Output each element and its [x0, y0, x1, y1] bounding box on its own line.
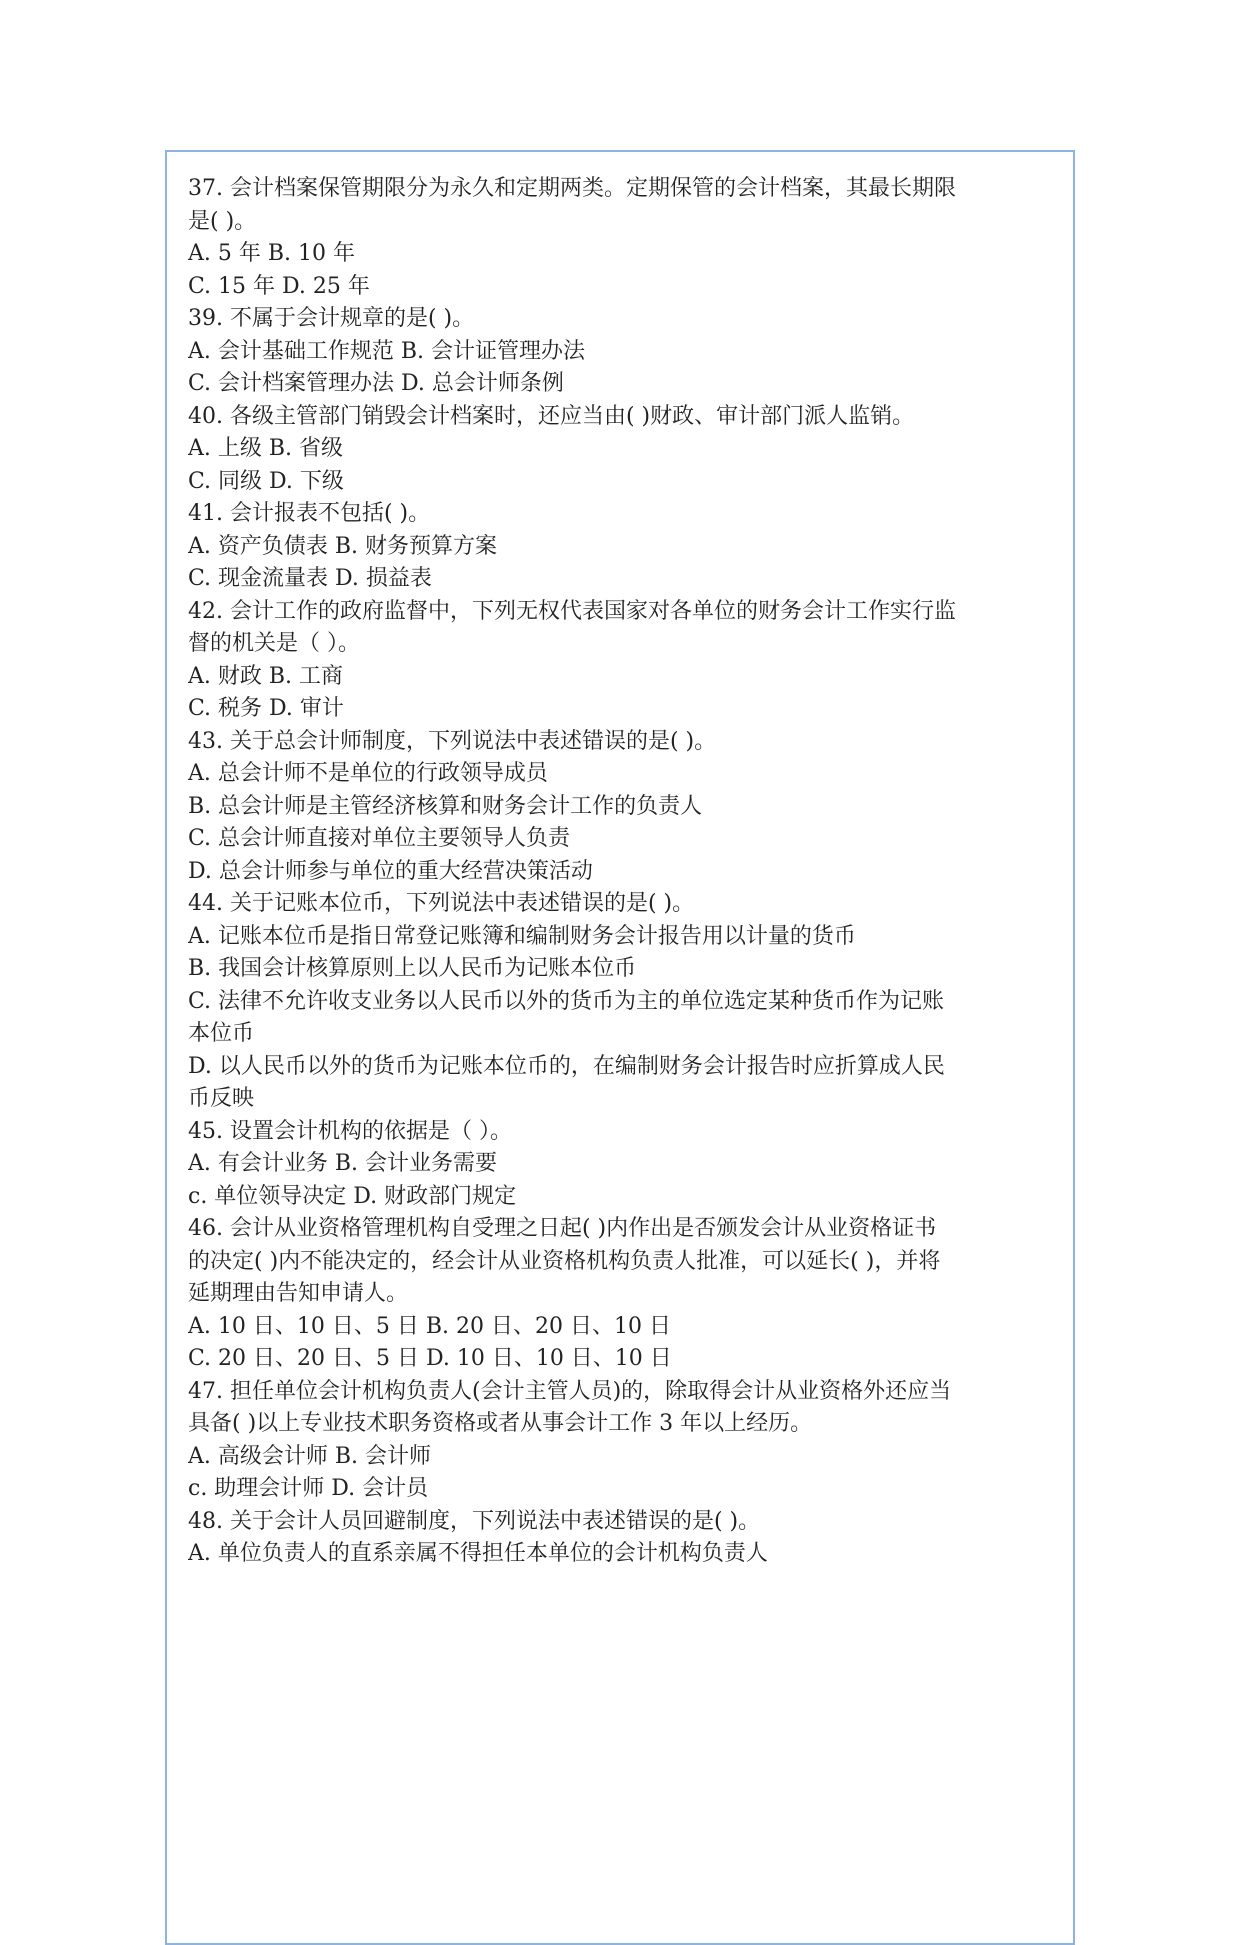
text-line: 具备( )以上专业技术职务资格或者从事会计工作 3 年以上经历。 [188, 1411, 813, 1436]
text-line: 的决定( )内不能决定的，经会计从业资格机构负责人批准，可以延长( )，并将 [188, 1248, 941, 1274]
text-line: 45. 设置会计机构的依据是（ ）。 [188, 1118, 512, 1144]
text-line: 48. 关于会计人员回避制度，下列说法中表述错误的是( )。 [188, 1508, 761, 1534]
text-line: C. 税务 D. 审计 [188, 696, 344, 721]
text-line: 币反映 [188, 1086, 255, 1111]
text-line: C. 会计档案管理办法 D. 总会计师条例 [188, 371, 564, 396]
text-line: 39. 不属于会计规章的是( )。 [188, 306, 475, 331]
text-line: A. 记账本位币是指日常登记账簿和编制财务会计报告用以计量的货币 [188, 923, 856, 949]
text-line: B. 总会计师是主管经济核算和财务会计工作的负责人 [188, 793, 703, 819]
text-line: A. 上级 B. 省级 [188, 436, 344, 461]
text-line: 督的机关是（ ）。 [188, 631, 360, 656]
text-line: C. 同级 D. 下级 [188, 468, 344, 494]
text-line: c. 助理会计师 D. 会计员 [188, 1476, 429, 1501]
text-line: 40. 各级主管部门销毁会计档案时，还应当由( )财政、审计部门派人监销。 [188, 403, 915, 429]
text-line: C. 20 日、20 日、5 日 D. 10 日、10 日、10 日 [188, 1346, 672, 1371]
text-line: 本位币 [188, 1021, 255, 1046]
text-line: 41. 会计报表不包括( )。 [188, 501, 431, 526]
text-line: 是( )。 [188, 208, 257, 234]
text-line: C. 现金流量表 D. 损益表 [188, 566, 432, 591]
text-line: A. 10 日、10 日、5 日 B. 20 日、20 日、10 日 [188, 1313, 671, 1339]
text-line: C. 法律不允许收支业务以人民币以外的货币为主的单位选定某种货币作为记账 [188, 988, 945, 1014]
text-line: 46. 会计从业资格管理机构自受理之日起( )内作出是否颁发会计从业资格证书 [188, 1216, 937, 1241]
text-line: A. 会计基础工作规范 B. 会计证管理办法 [188, 338, 586, 364]
text-line: D. 以人民币以外的货币为记账本位币的，在编制财务会计报告时应折算成人民 [188, 1053, 945, 1079]
text-line: A. 资产负债表 B. 财务预算方案 [188, 533, 498, 559]
text-line: A. 高级会计师 B. 会计师 [188, 1443, 432, 1469]
text-line: 43. 关于总会计师制度，下列说法中表述错误的是( )。 [188, 728, 717, 754]
text-line: C. 总会计师直接对单位主要领导人负责 [188, 826, 571, 851]
text-line: B. 我国会计核算原则上以人民币为记账本位币 [188, 956, 637, 981]
question-text-block [188, 173, 1058, 1571]
text-line: A. 单位负责人的直系亲属不得担任本单位的会计机构负责人 [188, 1541, 768, 1566]
text-line: A. 财政 B. 工商 [188, 663, 344, 689]
text-line: D. 总会计师参与单位的重大经营决策活动 [188, 858, 593, 884]
text-line: 37. 会计档案保管期限分为永久和定期两类。定期保管的会计档案，其最长期限 [188, 176, 956, 201]
text-line: 42. 会计工作的政府监督中，下列无权代表国家对各单位的财务会计工作实行监 [188, 598, 956, 624]
text-line: A. 总会计师不是单位的行政领导成员 [188, 761, 548, 786]
text-line: c. 单位领导决定 D. 财政部门规定 [188, 1183, 517, 1209]
text-line: A. 有会计业务 B. 会计业务需要 [188, 1151, 498, 1176]
text-line: 延期理由告知申请人。 [188, 1281, 409, 1306]
text-line: C. 15 年 D. 25 年 [188, 273, 370, 299]
text-line: A. 5 年 B. 10 年 [188, 241, 355, 266]
text-line: 44. 关于记账本位币，下列说法中表述错误的是( )。 [188, 891, 695, 916]
text-line: 47. 担任单位会计机构负责人(会计主管人员)的，除取得会计从业资格外还应当 [188, 1378, 952, 1404]
